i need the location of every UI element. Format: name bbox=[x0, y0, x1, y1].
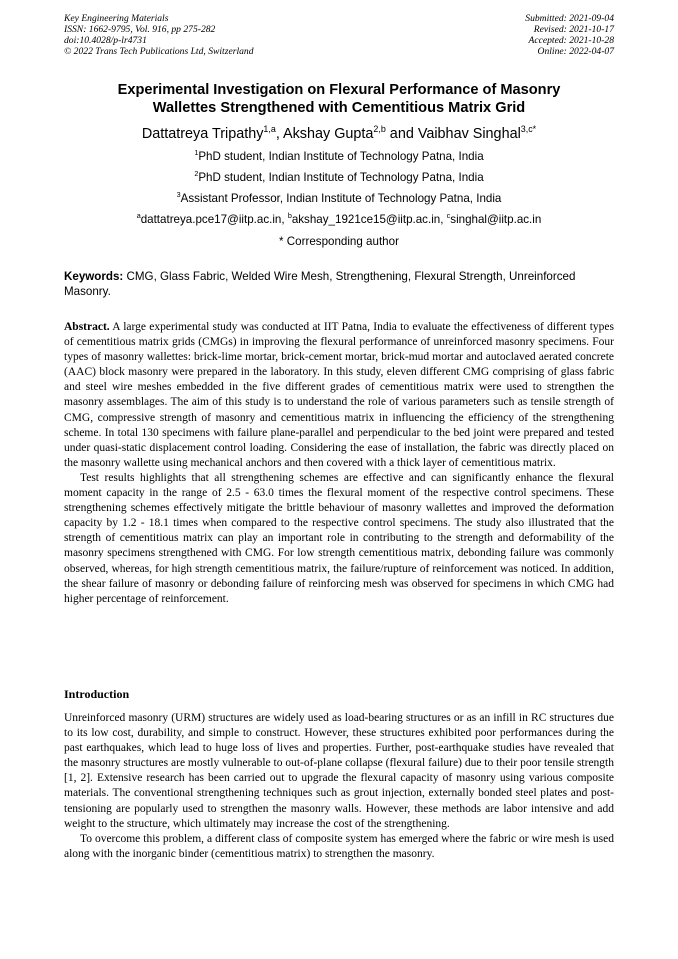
email-address[interactable]: akshay_1921ce15@iitp.ac.in, bbox=[291, 213, 447, 226]
title-line-2: Wallettes Strengthened with Cementitious Matrix Grid bbox=[152, 100, 526, 116]
author-name: Dattatreya Tripathy bbox=[141, 126, 264, 142]
issn-volume: ISSN: 1662-9795, Vol. 916, pp 275-282 bbox=[64, 24, 216, 35]
submitted-date: Submitted: 2021-09-04 bbox=[525, 13, 614, 24]
copyright: © 2022 Trans Tech Publications Ltd, Switzerland bbox=[64, 46, 254, 57]
author-separator: , bbox=[275, 126, 284, 142]
introduction-paragraph: Unreinforced masonry (URM) structures are widely used as load-bearing structures or as an infill in RC structures due to its low cost, durability, and simple to construct. However, these structures exhibited poor performances during the past earthquakes, which lead to huge loss of lives and properties. Further, post-earthquake studies have revealed that the masonry structures are mostly vulnerable to out-of-plane collapse (flexural failure) due to their poor tensile strength [1, 2]. Extensive research has been carried out to upgrade the flexural capacity of masonry using various composite materials. The conventional strengthening techniques such as grout injection, externally bonded steel plates and post-tensioning are popularly used to strengthen the masonry walls. However, these methods are labor intensive and add weight to the structure, which ultimately may increase the cost of the strengthening. bbox=[64, 712, 614, 830]
journal-info bbox=[64, 13, 254, 57]
journal-name: Key Engineering Materials bbox=[64, 13, 169, 24]
paper-title bbox=[64, 81, 614, 117]
email-list bbox=[64, 213, 614, 227]
introduction-body bbox=[64, 711, 614, 862]
email-mark: a bbox=[136, 211, 141, 221]
affiliation-mark: 1 bbox=[194, 148, 199, 158]
online-date: Online: 2022-04-07 bbox=[537, 46, 614, 57]
email-address[interactable]: singhal@iitp.ac.in bbox=[450, 213, 542, 226]
introduction-paragraph: To overcome this problem, a different class of composite system has emerged where the fabric or wire mesh is used along with the inorganic binder (cementitious matrix) to strengthen the masonry. bbox=[64, 832, 614, 860]
affiliation bbox=[64, 192, 614, 206]
abstract-label: Abstract. bbox=[64, 321, 110, 333]
revised-date: Revised: 2021-10-17 bbox=[533, 24, 614, 35]
author-name: Vaibhav Singhal bbox=[417, 126, 521, 142]
author-separator: and bbox=[385, 126, 418, 142]
accepted-date: Accepted: 2021-10-28 bbox=[528, 35, 614, 46]
title-line-1: Experimental Investigation on Flexural Performance of Masonry bbox=[117, 82, 561, 98]
keywords bbox=[64, 269, 614, 299]
email-mark: c bbox=[446, 211, 451, 221]
keywords-text: CMG, Glass Fabric, Welded Wire Mesh, Strengthening, Flexural Strength, Unreinforced Masonry. bbox=[64, 270, 576, 298]
author-list bbox=[64, 125, 614, 143]
email-mark: b bbox=[287, 211, 292, 221]
author-name: Akshay Gupta bbox=[283, 126, 374, 142]
abstract-text: A large experimental study was conducted at IIT Patna, India to evaluate the effectiveness of different types of cementitious matrix grids (CMGs) in improving the flexural performance of unreinforced masonry specimens. Four types of masonry wallettes: brick-lime mortar, brick-cement mortar, brick-mud mortar and autoclaved aerated concrete (AAC) block masonry were prepared in the laboratory. In this study, eleven different CMG comprising of glass fabric and steel wire meshes embedded in the five different grades of cementitious matrix were used to strengthen the masonry assemblages. The aim of this study is to understand the role of various parameters such as tensile strength of CMG, compressive strength of masonry and cementitious matrix in influencing the efficiency of the strengthening scheme. In total 130 specimens with failure plane-parallel and perpendicular to the bed joint were prepared and tested under quasi-static displacement control loading. Considering the ease of installation, the fabric was directly placed on the masonry wallette using mechanical anchors and then covered with a thick layer of cementitious matrix. bbox=[64, 321, 614, 469]
publication-dates bbox=[525, 13, 614, 57]
affiliation-mark: 3 bbox=[176, 190, 181, 200]
affiliation-text: PhD student, Indian Institute of Technology Patna, India bbox=[198, 171, 484, 184]
author-affiliation-mark: 3,c* bbox=[520, 124, 537, 135]
email-address[interactable]: dattatreya.pce17@iitp.ac.in, bbox=[140, 213, 288, 226]
affiliation-mark: 2 bbox=[194, 169, 199, 179]
affiliation-text: Assistant Professor, Indian Institute of Technology Patna, India bbox=[180, 192, 502, 205]
affiliation bbox=[64, 171, 614, 185]
author-affiliation-mark: 1,a bbox=[263, 124, 276, 135]
corresponding-author-note: * Corresponding author bbox=[279, 235, 399, 248]
doi: doi:10.4028/p-lr4731 bbox=[64, 35, 147, 46]
section-heading: Introduction bbox=[64, 687, 130, 701]
affiliation bbox=[64, 150, 614, 164]
abstract-paragraph: Test results highlights that all strengthening schemes are effective and can significantly enhance the flexural moment capacity in the range of 2.5 - 63.0 times the flexural moment of the respective control specimens. These strengthening schemes effectively mitigate the brittle behaviour of masonry wallettes and improved the deformation capacity by 1.2 - 18.1 times when compared to the respective control specimens. The study also illustrated that the strength of cementitious matrix can play an important role in contributing to the strength and deformability of the masonry specimens strengthened with CMG. For low strength cementitious matrix, debonding failure was commonly observed, whereas, for high strength cementitious matrix, the failure/rupture of reinforcement was noticed. In addition, the shear failure of masonry or debonding failure of reinforcing mesh was observed for specimens in which CMG had higher percentage of reinforcement. bbox=[64, 471, 614, 605]
keywords-label: Keywords: bbox=[64, 270, 124, 283]
abstract bbox=[64, 320, 614, 607]
abstract-paragraph bbox=[64, 320, 614, 471]
affiliation-text: PhD student, Indian Institute of Technology Patna, India bbox=[198, 150, 484, 163]
author-affiliation-mark: 2,b bbox=[373, 124, 386, 135]
